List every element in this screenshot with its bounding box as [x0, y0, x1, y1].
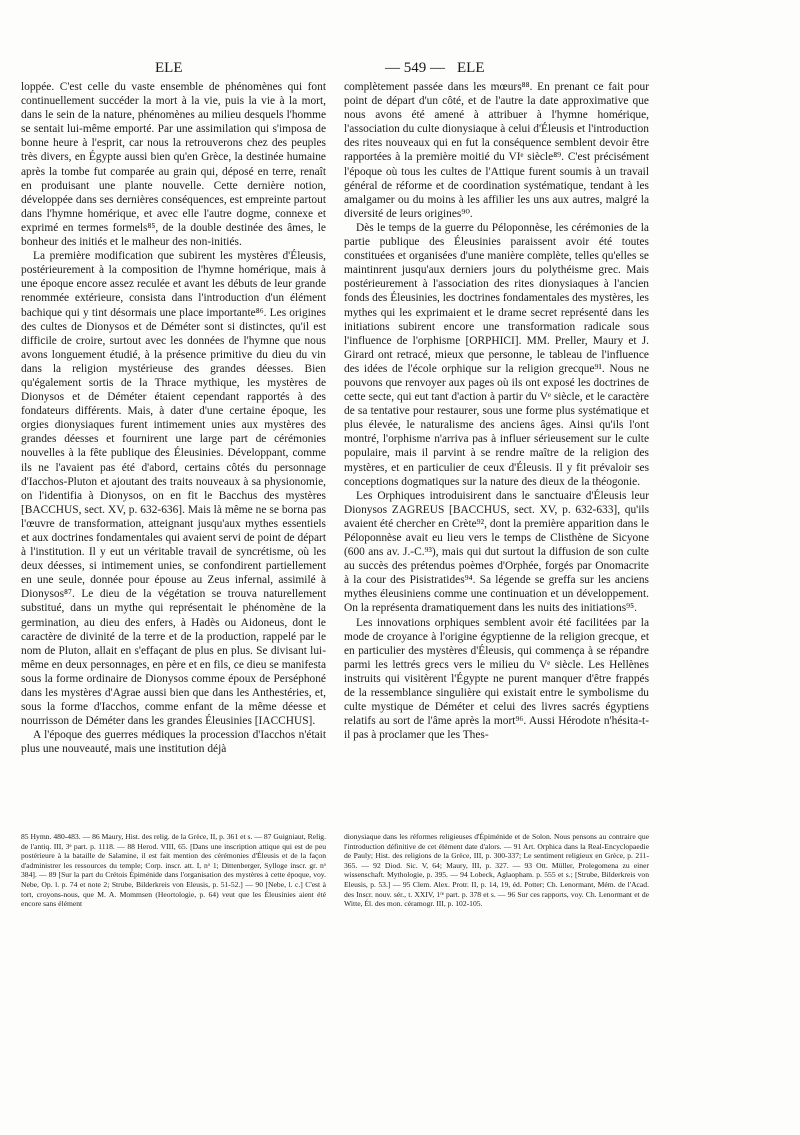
page-number: — 549 —: [385, 60, 445, 76]
paragraph: complètement passée dans les mœurs⁸⁸. En prenant ce fait pour point de départ d'un côté, et de l'autre la date approximative que nous avons été amené à attribuer à l'hymne homérique, l'association du culte dionysiaque à celui d'Éleusis et l'introduction des rites nouveaux qui en fut la conséquence semblent devoir être rapportées à la première moitié du VIᵉ siècle⁸⁹. C'est précisément l'époque où tous les cultes de l'Attique furent soumis à un travail général de réforme et de coordination systématique, tendant à les amalgamer ou du moins à les affilier les uns aux autres, malgré la diversité de leurs origines⁹⁰.: [344, 81, 649, 220]
header-right-keyword: ELE: [457, 60, 485, 76]
paragraph: loppée. C'est celle du vaste ensemble de phénomènes qui font continuellement succéder la mort à la vie, puis la vie à la mort, dans le sein de la nature, phénomènes au milieu desquels l'homme se sentait lui-même emporté. Par une assimilation qui s'imposa de bonne heure à l'esprit, car nous la retrouverons chez des peuples très divers, en Égypte aussi bien qu'en Grèce, la destinée humaine après la tombe fut comparée au grain qui, déposé en terre, renaît en produisant une plante nouvelle. Cette dernière notion, développée dans ses dernières conséquences, est empreinte partout dans l'hymne homérique, et avec elle l'autre dogme, connexe et exprimé en termes formels⁸⁵, de la double destinée des âmes, le bonheur des initiés et le malheur des non-initiés.: [21, 81, 326, 249]
paragraph: Dès le temps de la guerre du Péloponnèse, les cérémonies de la partie publique des Éleusinies paraissent avoir été toutes constituées et organisées d'une manière complète, telles qu'elles se maintinrent jusqu'aux derniers jours du polythéisme grec. Mais postérieurement à l'association des rites dionysiaques à l'ancien fonds des Éleusinies, les doctrines fondamentales des mystères, les mythes qui les exprimaient et le drame secret représenté dans les initiations subirent encore une transformation radicale sous l'influence de l'orphisme [ORPHICI]. MM. Preller, Maury et J. Girard ont retracé, mieux que personne, le tableau de l'influence des idées de l'école orphique sur la religion grecque⁹¹. Nous ne pouvons que renvoyer aux pages où ils ont exposé les doctrines de cette secte, qui eut tant d'action à partir du Vᵉ siècle, et le caractère de sa tentative pour restaurer, sous une forme plus systématique et plus élevée, le naturalisme des anciens âges. Ainsi qu'ils l'ont montré, l'orphisme n'arriva pas à influer sérieusement sur le culte populaire, mais il parvint à se rendre maître de la religion des mystères, et en particulier de ceux d'Éleusis. Il y fit prévaloir ses conceptions dogmatiques sur la nature des dieux de la théogonie.: [344, 221, 649, 488]
footnote-text: 85 Hymn. 480-483. — 86 Maury, Hist. des relig. de la Grèce, II, p. 361 et s. — 87 Guigniaut, Relig. de l'antiq. III, 3ᵉ part. p. 1118. — 88 Herod. VIII, 65. [Dans une inscription attique qui est de peu postérieure à la bataille de Salamine, il est fait mention des cérémonies d'Éleusis et de la façon d'administrer les ressources du temple; Corp. inscr. att. I, nᵒ 1; Dittenberger, Sylloge inscr. gr. nᵒ 384]. — 89 [Sur la part du Crétois Épiménide dans l'organisation des mystères à cette époque, voy. Nebe, Op. l. p. 74 et note 2; Strube, Bilderkreis von Eleusis, p. 51-52.] — 90 [Nebe, l. c.] C'est à tort, croyons-nous, que M. A. Mommsen (Heortologie, p. 64) veut que les Éleusinies aient été encore sans élément: [21, 832, 326, 909]
running-header: [0, 60, 800, 80]
paragraph: Les Orphiques introduisirent dans le sanctuaire d'Éleusis leur Dionysos ZAGREUS [BACCHUS, sect. XV, p. 632-633], qu'ils avaient été chercher en Crète⁹², dont la première apparition dans le Péloponnèse avait eu lieu vers le temps de Clisthène de Sicyone (600 ans av. J.-C.⁹³), mais qui dut surtout la diffusion de son culte au succès des prétendus poèmes d'Orphée, forgés par Onomacrite à la cour des Pisistratides⁹⁴. Sa légende se greffa sur les anciens mythes éleusiniens comme une continuation et un développement. On la représenta dramatiquement dans les nuits des initiations⁹⁵.: [344, 489, 649, 615]
header-left-keyword: ELE: [155, 60, 183, 76]
footnotes-left: [21, 832, 326, 909]
paragraph: La première modification que subirent les mystères d'Éleusis, postérieurement à la composition de l'hymne homérique, mais à une époque encore assez reculée et avant les débuts de leur grande renommée extérieure, consista dans l'introduction d'un élément bachique qui y tint désormais une place importante⁸⁶. Les origines des cultes de Dionysos et de Déméter sont si distinctes, qu'il est difficile de croire, surtout avec les données de l'hymne que nous avons longuement étudié, à la présence primitive du dieu du vin dans la religion mystérieuse des grandes déesses. Bien qu'également sortis de la Thrace mythique, les mystères de Dionysos et de Déméter étaient cependant rapportés à des fondateurs différents. Mais, à dater d'une certaine époque, les orgies dionysiaques furent intimement unies aux mystères des grandes déesses et fournirent une large part de cérémonies nouvelles à la fête publique des Éleusinies. Développant, comme ils ne l'avaient pas été d'abord, certains côtés du personnage d'Iacchos-Pluton et ajoutant des traits nouveaux à sa physionomie, on l'identifia à Dionysos, on en fit le Bacchus des mystères [BACCHUS, sect. XV, p. 632-636]. Mais là même ne se borna pas l'œuvre de transformation, atteignant jusqu'aux mythes essentiels et aux doctrines fondamentales qui avaient servi de point de départ à l'institution. Il y eut un véritable travail de syncrétisme, où les deux déesses, si intimement unies, se confondirent partiellement en une seule, donnée pour épouse au Zeus infernal, assimilé à Dionysos⁸⁷. Le dieu de la végétation se trouva naturellement substitué, dans un mythe qui représentait le phénomène de la germination, au dieu des enfers, à Hadès ou Aidoneus, dont le caractère de divinité de la terre et de la production, rappelé par le nom de Pluton, allait en s'effaçant de plus en plus. Se divisant lui-même en deux personnages, en père et en fils, ce dieu se manifesta sous la forme ordinaire de Dionysos comme époux de Perséphoné dans les mystères d'Agrae aussi bien que dans les Anthestéries, et, sous la forme d'Iacchos, comme enfant de la même déesse et nourrisson de Déméter dans les grandes Éleusinies [IACCHUS].: [21, 250, 326, 728]
paragraph: A l'époque des guerres médiques la procession d'Iacchos n'était plus une nouveauté, mais une institution déjà: [21, 729, 326, 756]
left-column: [21, 80, 326, 757]
footnote-text: dionysiaque dans les réformes religieuses d'Épiménide et de Solon. Nous pensons au contraire que l'introduction définitive de cet élément date d'alors. — 91 Art. Orphica dans la Real-Encyclopaedie de Pauly; Hist. des religions de la Grèce, III, p. 300-337; Le sentiment religieux en Grèce, p. 211-365. — 92 Diod. Sic. V, 64; Maury, III, p. 327. — 93 Ott. Müller, Prolegomena zu einer wissenschaft. Mythologie, p. 395. — 94 Lobeck, Aglaopham. p. 555 et s.; [Strube, Bilderkreis von Eleusis, p. 53.] — 95 Clem. Alex. Protr. II, p. 14, 19, éd. Potter; Ch. Lenormant, Mém. de l'Acad. des Inscr. nouv. sér., t. XXIV, 1ʳᵉ part. p. 378 et s. — 96 Sur ces rapports, voy. Ch. Lenormant et de Witte, Él. des mon. céramogr. III, p. 102-105.: [344, 832, 649, 909]
paragraph: Les innovations orphiques semblent avoir été facilitées par la mode de croyance à l'origine égyptienne de la religion grecque, et en particulier des mystères d'Éleusis, qui commença à se répandre parmi les lettrés grecs vers le milieu du Vᵉ siècle. Les Hellènes instruits qui visitèrent l'Égypte ne purent manquer d'être frappés de la ressemblance singulière qui existait entre le symbolisme du culte mystique de Déméter et celui des livres sacrés égyptiens relatifs au sort de l'âme après la mort⁹⁶. Aussi Hérodote n'hésita-t-il pas à proclamer que les Thes-: [344, 616, 649, 742]
right-column: [344, 80, 649, 742]
footnotes-right: [344, 832, 649, 909]
